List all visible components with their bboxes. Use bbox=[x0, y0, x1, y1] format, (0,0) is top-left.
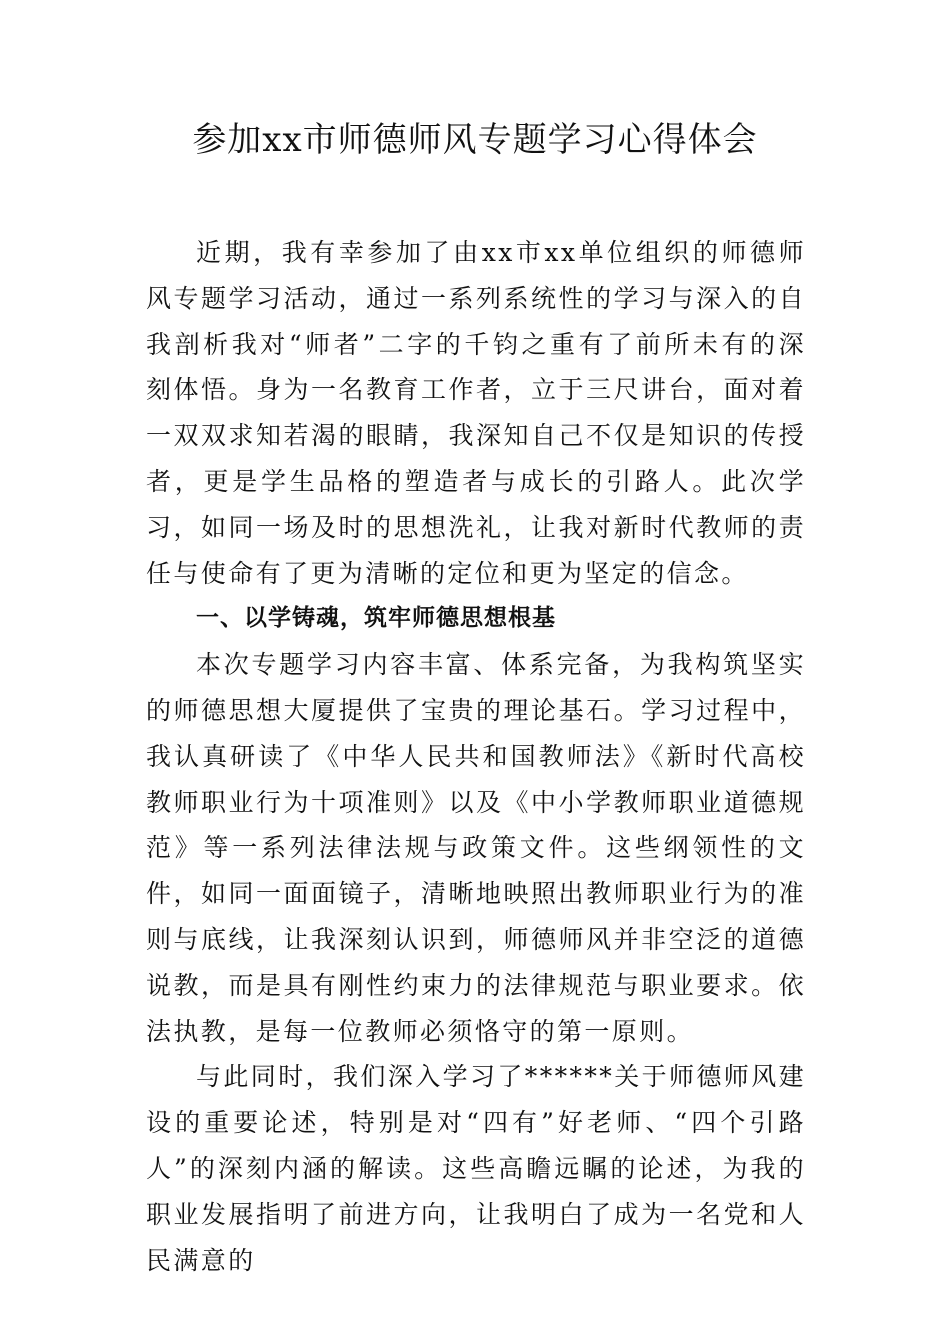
section-heading-1: 一、以学铸魂，筑牢师德思想根基 bbox=[196, 605, 556, 632]
intro-paragraph: 近期，我有幸参加了由xx市xx单位组织的师德师风专题学习活动，通过一系列系统性的学习与深入的自我剖析我对“师者”二字的千钧之重有了前所未有的深刻体悟。身为一名教育工作者，立于三尺讲台，面对着一双双求知若渴的眼睛，我深知自己不仅是知识的传授者，更是学生品格的塑造者与成长的引路人。此次学习，如同一场及时的思想洗礼，让我对新时代教师的责任与使命有了更为清晰的定位和更为坚定的信念。 bbox=[146, 238, 806, 588]
section1-paragraph-2: 与此同时，我们深入学习了******关于师德师风建设的重要论述，特别是对“四有”好老师、“四个引路人”的深刻内涵的解读。这些高瞻远瞩的论述，为我的职业发展指明了前进方向，让我明白了成为一名党和人民满意的 bbox=[146, 1062, 807, 1275]
document-body bbox=[146, 230, 806, 1283]
document-title: 参加xx市师德师风专题学习心得体会 bbox=[192, 120, 758, 160]
section1-paragraph-1: 本次专题学习内容丰富、体系完备，为我构筑坚实的师德思想大厦提供了宝贵的理论基石。学习过程中，我认真研读了《中华人民共和国教师法》《新时代高校教师职业行为十项准则》以及《中小学教师职业道德规范》等一系列法律法规与政策文件。这些纲领性的文件，如同一面面镜子，清晰地映照出教师职业行为的准则与底线，让我深刻认识到，师德师风并非空泛的道德说教，而是具有刚性约束力的法律规范与职业要求。依法执教，是每一位教师必须恪守的第一原则。 bbox=[146, 650, 806, 1046]
